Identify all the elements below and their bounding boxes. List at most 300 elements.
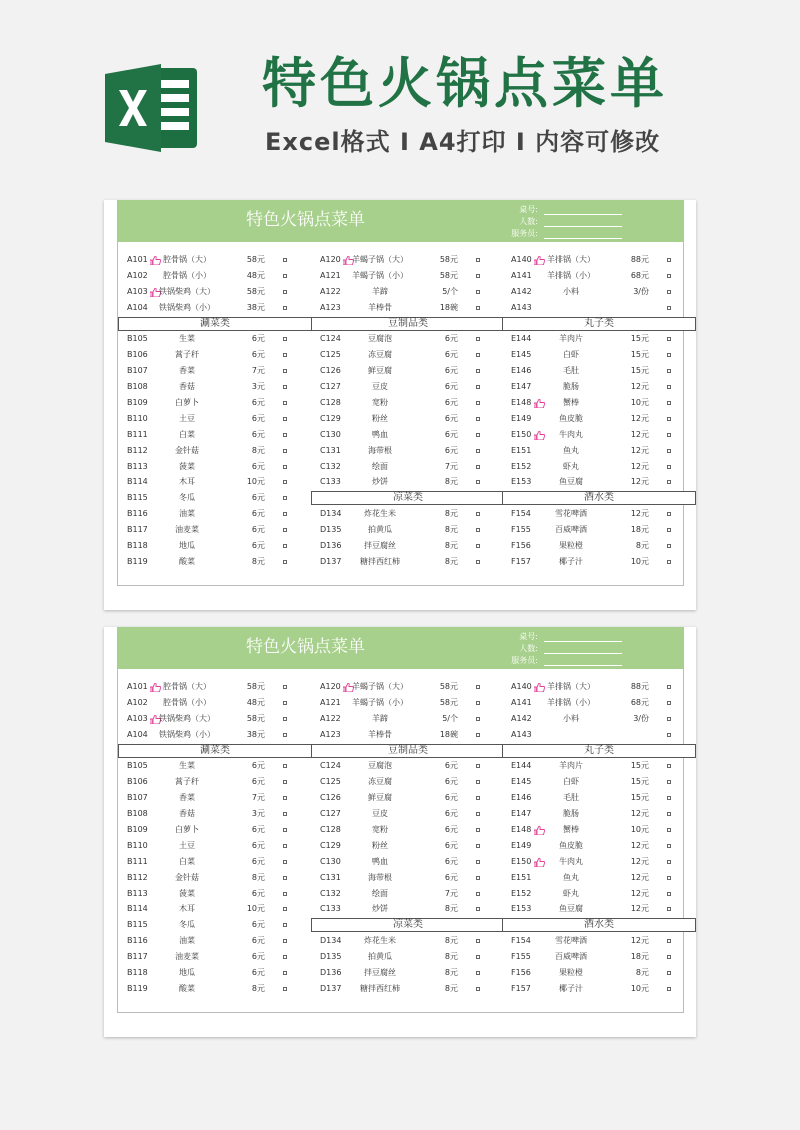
order-checkbox[interactable] (283, 449, 287, 453)
menu-item-row (127, 490, 307, 506)
item-code: E147 (511, 809, 532, 819)
item-name: 腔骨锅（小） (163, 697, 211, 707)
item-name: 百威啤酒 (555, 952, 587, 962)
item-name: 蒿子秆 (175, 777, 199, 787)
item-name: 糖拌西红柿 (360, 983, 400, 993)
order-checkbox[interactable] (476, 812, 480, 816)
item-code: C132 (320, 888, 341, 898)
menu-item-row (320, 474, 500, 490)
item-code: A122 (320, 286, 341, 296)
item-price: 8元 (444, 904, 458, 914)
category-label: 涮菜类 (118, 317, 312, 331)
item-price: 12元 (630, 477, 649, 487)
menu-item-row (127, 427, 307, 443)
menu-item-row (511, 363, 691, 379)
order-checkbox[interactable] (476, 528, 480, 532)
menu-item-row (511, 886, 691, 902)
item-code: B118 (127, 968, 148, 978)
menu-item-row (127, 554, 307, 570)
order-checkbox[interactable] (667, 258, 671, 262)
item-name: 菠菜 (179, 461, 195, 471)
order-checkbox[interactable] (283, 780, 287, 784)
order-checkbox[interactable] (476, 465, 480, 469)
menu-item-row (127, 443, 307, 459)
menu-item-row (127, 933, 307, 949)
order-checkbox[interactable] (476, 828, 480, 832)
order-info (504, 203, 684, 239)
item-price: 8元 (635, 541, 649, 551)
menu-item-row (127, 522, 307, 538)
item-price: 6元 (444, 761, 458, 771)
item-name: 铁锅柴鸡（小） (159, 729, 215, 739)
order-checkbox[interactable] (667, 717, 671, 721)
item-code: F157 (511, 983, 531, 993)
item-price: 8元 (251, 556, 265, 566)
menu-item-row (320, 331, 500, 347)
item-name: 鸭血 (372, 856, 388, 866)
item-code: E151 (511, 445, 532, 455)
item-code: A123 (320, 302, 341, 312)
item-price: 3元 (251, 382, 265, 392)
menu-item-row (127, 347, 307, 363)
menu-item-row (127, 379, 307, 395)
menu-item-row (320, 268, 500, 284)
item-code: B105 (127, 334, 148, 344)
item-code: C125 (320, 777, 341, 787)
item-code: A122 (320, 713, 341, 723)
menu-item-row (511, 554, 691, 570)
order-checkbox[interactable] (476, 764, 480, 768)
menu-item-row (320, 347, 500, 363)
item-name: 羊蝎子锅（小） (352, 270, 408, 280)
order-checkbox[interactable] (283, 385, 287, 389)
category-header (511, 316, 691, 332)
order-info-blank[interactable] (544, 218, 622, 227)
order-checkbox[interactable] (476, 417, 480, 421)
order-checkbox[interactable] (283, 544, 287, 548)
item-price: 58元 (439, 255, 458, 264)
order-checkbox[interactable] (476, 449, 480, 453)
item-price: 8元 (444, 968, 458, 978)
order-checkbox[interactable] (476, 907, 480, 911)
category-header (127, 316, 307, 332)
menu-item-row (511, 347, 691, 363)
order-checkbox[interactable] (667, 528, 671, 532)
order-checkbox[interactable] (283, 274, 287, 278)
item-code: A141 (511, 697, 532, 707)
item-code: C133 (320, 904, 341, 914)
order-checkbox[interactable] (476, 274, 480, 278)
order-checkbox[interactable] (476, 701, 480, 705)
order-checkbox[interactable] (667, 417, 671, 421)
item-name: 海带根 (368, 445, 392, 455)
order-checkbox[interactable] (283, 860, 287, 864)
item-code: C130 (320, 856, 341, 866)
item-code: E152 (511, 888, 532, 898)
menu-item-row (320, 522, 500, 538)
order-checkbox[interactable] (667, 955, 671, 959)
item-code: D137 (320, 983, 342, 993)
item-code: A101 (127, 682, 148, 691)
menu-item-row (320, 554, 500, 570)
order-checkbox[interactable] (476, 796, 480, 800)
menu-title-band (118, 200, 683, 242)
item-name: 香菇 (179, 809, 195, 819)
item-code: A140 (511, 682, 532, 691)
category-label: 凉菜类 (311, 918, 505, 932)
order-checkbox[interactable] (476, 369, 480, 373)
item-price: 6元 (444, 856, 458, 866)
order-checkbox[interactable] (283, 258, 287, 262)
excel-logo-icon (105, 60, 201, 156)
order-checkbox[interactable] (283, 496, 287, 500)
category-header (320, 743, 500, 759)
order-checkbox[interactable] (283, 465, 287, 469)
item-price: 7元 (444, 888, 458, 898)
order-checkbox[interactable] (667, 337, 671, 341)
page-title: 特色火锅点菜单 (262, 52, 668, 115)
item-code: B106 (127, 777, 148, 787)
order-checkbox[interactable] (667, 465, 671, 469)
category-label: 凉菜类 (311, 491, 505, 505)
order-checkbox[interactable] (667, 764, 671, 768)
order-checkbox[interactable] (283, 685, 287, 689)
menu-item-row (127, 901, 307, 917)
item-code: E148 (511, 398, 532, 408)
item-price: 6元 (251, 968, 265, 978)
order-checkbox[interactable] (667, 290, 671, 294)
item-price: 12元 (630, 509, 649, 519)
menu-item-row (320, 252, 500, 268)
item-price: 6元 (444, 872, 458, 882)
order-checkbox[interactable] (283, 337, 287, 341)
menu-item-row (320, 459, 500, 475)
order-checkbox[interactable] (667, 780, 671, 784)
order-checkbox[interactable] (667, 685, 671, 689)
order-checkbox[interactable] (283, 923, 287, 927)
item-price: 3元 (251, 809, 265, 819)
item-code: B114 (127, 904, 148, 914)
order-checkbox[interactable] (667, 353, 671, 357)
item-name: 蒿子秆 (175, 350, 199, 360)
order-checkbox[interactable] (283, 528, 287, 532)
menu-item-row (320, 901, 500, 917)
order-checkbox[interactable] (476, 685, 480, 689)
menu-column (511, 679, 691, 997)
item-name: 油麦菜 (175, 525, 199, 535)
item-name: 冻豆腐 (368, 350, 392, 360)
order-checkbox[interactable] (283, 560, 287, 564)
menu-item-row (320, 443, 500, 459)
menu-title-band (118, 627, 683, 669)
item-code: C128 (320, 398, 341, 408)
order-checkbox[interactable] (476, 876, 480, 880)
order-checkbox[interactable] (283, 971, 287, 975)
order-checkbox[interactable] (283, 844, 287, 848)
order-checkbox[interactable] (283, 512, 287, 516)
item-price: 18碗 (439, 302, 458, 312)
order-checkbox[interactable] (283, 417, 287, 421)
menu-item-row (127, 981, 307, 997)
order-checkbox[interactable] (283, 764, 287, 768)
item-price: 6元 (444, 840, 458, 850)
order-checkbox[interactable] (476, 306, 480, 310)
item-price: 10元 (630, 556, 649, 566)
item-price: 15元 (630, 334, 649, 344)
item-code: B119 (127, 556, 148, 566)
item-code: C126 (320, 793, 341, 803)
menu-item-row (511, 331, 691, 347)
menu-title: 特色火锅点菜单 (246, 637, 365, 657)
page-subtitle: Excel格式 I A4打印 I 内容可修改 (265, 128, 661, 156)
item-name: 腔骨锅（大） (163, 682, 211, 691)
order-checkbox[interactable] (283, 290, 287, 294)
order-checkbox[interactable] (283, 433, 287, 437)
item-code: E153 (511, 904, 532, 914)
order-checkbox[interactable] (476, 955, 480, 959)
menu-item-row (320, 854, 500, 870)
order-checkbox[interactable] (476, 353, 480, 357)
menu-item-row (320, 506, 500, 522)
item-name: 酸菜 (179, 983, 195, 993)
menu-item-row (511, 395, 691, 411)
item-price: 6元 (444, 398, 458, 408)
order-info-label: 桌号: (519, 205, 538, 214)
item-name: 香菇 (179, 382, 195, 392)
item-name: 油麦菜 (175, 952, 199, 962)
order-info-blank[interactable] (544, 645, 622, 654)
order-info-blank[interactable] (544, 230, 622, 239)
order-checkbox[interactable] (476, 860, 480, 864)
item-code: B108 (127, 382, 148, 392)
item-price: 8元 (251, 872, 265, 882)
category-header (320, 917, 500, 933)
item-name: 金针菇 (175, 445, 199, 455)
order-checkbox[interactable] (667, 512, 671, 516)
item-price: 6元 (251, 429, 265, 439)
order-checkbox[interactable] (283, 876, 287, 880)
category-label: 酒水类 (502, 491, 696, 505)
item-name: 海带根 (368, 872, 392, 882)
order-checkbox[interactable] (283, 812, 287, 816)
order-checkbox[interactable] (476, 480, 480, 484)
order-checkbox[interactable] (283, 733, 287, 737)
category-header (320, 490, 500, 506)
order-checkbox[interactable] (667, 701, 671, 705)
item-code: D134 (320, 509, 342, 519)
item-code: F157 (511, 556, 531, 566)
order-checkbox[interactable] (476, 971, 480, 975)
menu-item-row (511, 522, 691, 538)
order-checkbox[interactable] (476, 258, 480, 262)
order-checkbox[interactable] (667, 733, 671, 737)
item-name: 羊排锅（小） (547, 270, 595, 280)
order-checkbox[interactable] (283, 401, 287, 405)
menu-item-row (127, 363, 307, 379)
order-checkbox[interactable] (476, 433, 480, 437)
item-name: 豆腐泡 (368, 761, 392, 771)
order-checkbox[interactable] (283, 828, 287, 832)
menu-frame (117, 627, 684, 1013)
order-checkbox[interactable] (476, 337, 480, 341)
order-checkbox[interactable] (667, 907, 671, 911)
order-checkbox[interactable] (667, 844, 671, 848)
item-name: 糖拌西红柿 (360, 556, 400, 566)
category-header (511, 917, 691, 933)
order-checkbox[interactable] (283, 480, 287, 484)
item-name: 木耳 (179, 904, 195, 914)
order-checkbox[interactable] (476, 780, 480, 784)
item-name: 鱼丸 (563, 445, 579, 455)
order-checkbox[interactable] (283, 907, 287, 911)
menu-item-row (511, 379, 691, 395)
order-checkbox[interactable] (667, 274, 671, 278)
menu-item-row (511, 790, 691, 806)
order-checkbox[interactable] (283, 369, 287, 373)
order-checkbox[interactable] (476, 512, 480, 516)
order-checkbox[interactable] (283, 892, 287, 896)
order-checkbox[interactable] (667, 892, 671, 896)
order-checkbox[interactable] (283, 939, 287, 943)
item-code: B107 (127, 366, 148, 376)
item-name: 拍黄瓜 (368, 525, 392, 535)
item-name: 雪花啤酒 (555, 509, 587, 519)
item-price: 8元 (635, 968, 649, 978)
menu-item-row (511, 411, 691, 427)
item-code: A142 (511, 286, 532, 296)
item-code: E149 (511, 840, 532, 850)
order-checkbox[interactable] (667, 560, 671, 564)
order-checkbox[interactable] (476, 892, 480, 896)
menu-item-row (127, 774, 307, 790)
menu-item-row (127, 395, 307, 411)
order-checkbox[interactable] (476, 987, 480, 991)
item-price: 18碗 (439, 729, 458, 739)
item-code: A143 (511, 729, 532, 739)
order-checkbox[interactable] (476, 544, 480, 548)
item-price: 6元 (251, 461, 265, 471)
item-name: 白萝卜 (175, 825, 199, 835)
item-code: B116 (127, 509, 148, 519)
order-checkbox[interactable] (476, 844, 480, 848)
order-checkbox[interactable] (283, 796, 287, 800)
item-price: 8元 (444, 525, 458, 535)
order-info-blank[interactable] (544, 657, 622, 666)
menu-item-row (127, 252, 307, 268)
menu-item-row (320, 300, 500, 316)
menu-item-row (320, 284, 500, 300)
order-checkbox[interactable] (283, 353, 287, 357)
order-checkbox[interactable] (476, 717, 480, 721)
item-name: 虾丸 (563, 888, 579, 898)
order-checkbox[interactable] (476, 401, 480, 405)
order-checkbox[interactable] (667, 544, 671, 548)
item-code: A123 (320, 729, 341, 739)
menu-title: 特色火锅点菜单 (246, 210, 365, 230)
menu-item-row (511, 284, 691, 300)
item-code: C124 (320, 334, 341, 344)
item-name: 地瓜 (179, 541, 195, 551)
order-checkbox[interactable] (283, 306, 287, 310)
item-name: 果粒橙 (559, 541, 583, 551)
order-info-blank[interactable] (544, 206, 622, 215)
menu-item-row (320, 758, 500, 774)
order-checkbox[interactable] (667, 306, 671, 310)
item-price: 5/个 (442, 286, 458, 296)
order-checkbox[interactable] (667, 401, 671, 405)
order-checkbox[interactable] (667, 939, 671, 943)
order-checkbox[interactable] (476, 290, 480, 294)
item-price: 6元 (251, 888, 265, 898)
menu-item-row (127, 506, 307, 522)
item-price: 12元 (630, 904, 649, 914)
menu-item-row (127, 917, 307, 933)
menu-item-row (511, 822, 691, 838)
item-code: B117 (127, 525, 148, 535)
order-checkbox[interactable] (667, 812, 671, 816)
item-code: C127 (320, 382, 341, 392)
order-checkbox[interactable] (667, 987, 671, 991)
order-checkbox[interactable] (476, 733, 480, 737)
item-code: A121 (320, 697, 341, 707)
order-checkbox[interactable] (667, 480, 671, 484)
item-price: 10元 (630, 825, 649, 835)
menu-frame (117, 200, 684, 586)
menu-item-row (320, 774, 500, 790)
order-checkbox[interactable] (667, 971, 671, 975)
item-price: 12元 (630, 840, 649, 850)
item-code: E144 (511, 334, 532, 344)
item-code: B118 (127, 541, 148, 551)
order-checkbox[interactable] (667, 876, 671, 880)
item-code: B117 (127, 952, 148, 962)
item-code: E151 (511, 872, 532, 882)
item-code: C132 (320, 461, 341, 471)
order-checkbox[interactable] (667, 385, 671, 389)
menu-item-row (320, 870, 500, 886)
menu-item-row (511, 443, 691, 459)
order-checkbox[interactable] (283, 701, 287, 705)
item-price: 8元 (251, 983, 265, 993)
item-price: 5/个 (442, 713, 458, 723)
order-checkbox[interactable] (667, 828, 671, 832)
order-checkbox[interactable] (667, 796, 671, 800)
order-checkbox[interactable] (476, 560, 480, 564)
item-name: 鲜豆腐 (368, 793, 392, 803)
item-price: 18元 (630, 525, 649, 535)
order-checkbox[interactable] (667, 369, 671, 373)
order-checkbox[interactable] (667, 449, 671, 453)
order-checkbox[interactable] (667, 433, 671, 437)
menu-item-row (127, 949, 307, 965)
order-checkbox[interactable] (283, 987, 287, 991)
order-info-blank[interactable] (544, 633, 622, 642)
item-name: 蟹棒 (563, 398, 579, 408)
item-name: 羊肉片 (559, 761, 583, 771)
order-checkbox[interactable] (283, 955, 287, 959)
order-checkbox[interactable] (476, 939, 480, 943)
category-label: 酒水类 (502, 918, 696, 932)
order-checkbox[interactable] (476, 385, 480, 389)
item-code: B119 (127, 983, 148, 993)
item-code: A142 (511, 713, 532, 723)
order-info (504, 630, 684, 666)
order-checkbox[interactable] (667, 860, 671, 864)
menu-item-row (127, 758, 307, 774)
order-checkbox[interactable] (283, 717, 287, 721)
menu-column (320, 252, 500, 570)
item-code: F155 (511, 525, 531, 535)
